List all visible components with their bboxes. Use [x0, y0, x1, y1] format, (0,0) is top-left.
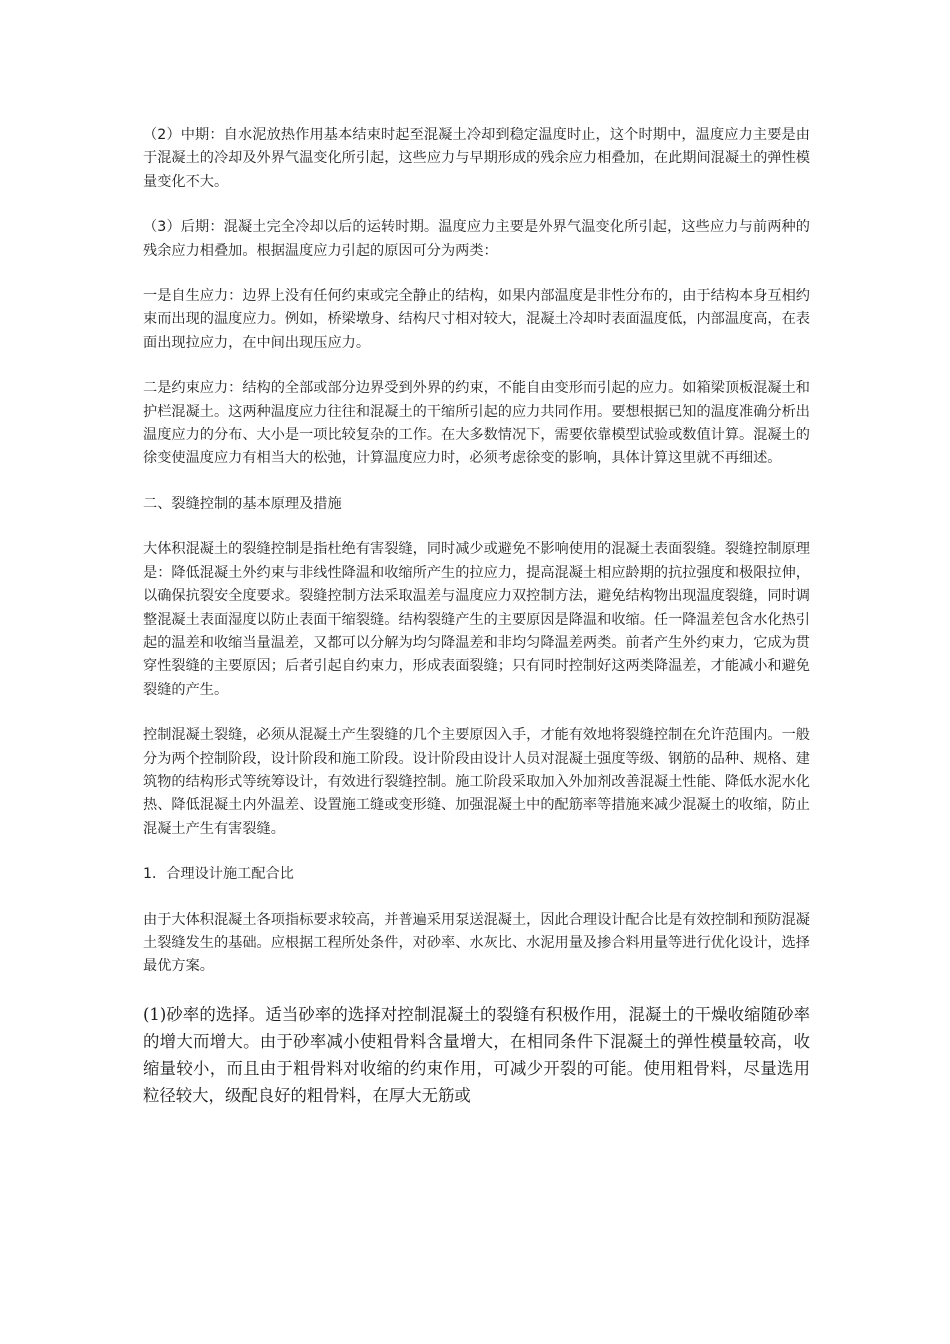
paragraph-sand-ratio: (1)砂率的选择。适当砂率的选择对控制混凝土的裂缝有积极作用，混凝土的干燥收缩随砂率的增大而增大。由于砂率减小使粗骨料含量增大，在相同条件下混凝土的弹性模量较高，收缩量较小，而且由于粗骨料对收缩的约束作用，可减少开裂的可能。使用粗骨料，尽量选用粒径较大，级配良好的粗骨料，在厚大无筋或 [143, 1004, 810, 1105]
paragraph-constraint-stress: 二是约束应力：结构的全部或部分边界受到外界的约束，不能自由变形而引起的应力。如箱梁顶板混凝土和护栏混凝土。这两种温度应力往往和混凝土的干缩所引起的应力共同作用。要想根据已知的温度准确分析出温度应力的分布、大小是一项比较复杂的工作。在大多数情况下，需要依靠模型试验或数值计算。混凝土的徐变使温度应力有相当大的松弛，计算温度应力时，必须考虑徐变的影响，具体计算这里就不再细述。 [143, 380, 810, 467]
paragraph-crack-control-stages: 控制混凝土裂缝，必须从混凝土产生裂缝的几个主要原因入手，才能有效地将裂缝控制在允许范围内。一般分为两个控制阶段，设计阶段和施工阶段。设计阶段由设计人员对混凝土强度等级、钢筋的品种、规格、建筑物的结构形式等统筹设计，有效进行裂缝控制。施工阶段采取加入外加剂改善混凝土性能、降低水泥水化热、降低混凝土内外温差、设置施工缝或变形缝、加强混凝土中的配筋率等措施来减少混凝土的收缩，防止混凝土产生有害裂缝。 [143, 727, 810, 837]
paragraph-crack-control-principle: 大体积混凝土的裂缝控制是指杜绝有害裂缝，同时减少或避免不影响使用的混凝土表面裂缝。裂缝控制原理是：降低混凝土外约束与非线性降温和收缩所产生的拉应力，提高混凝土相应龄期的抗拉强度和极限拉伸，以确保抗裂安全度要求。裂缝控制方法采取温差与温度应力双控制方法，避免结构物出现温度裂缝，同时调整混凝土表面湿度以防止表面干缩裂缝。结构裂缝产生的主要原因是降温和收缩。任一降温差包含水化热引起的温差和收缩当量温差，又都可以分解为均匀降温差和非均匀降温差两类。前者产生外约束力，它成为贯穿性裂缝的主要原因；后者引起自约束力，形成表面裂缝；只有同时控制好这两类降温差，才能减小和避免裂缝的产生。 [143, 541, 810, 698]
paragraph-self-stress: 一是自生应力：边界上没有任何约束或完全静止的结构，如果内部温度是非性分布的，由于结构本身互相约束而出现的温度应力。例如，桥梁墩身、结构尺寸相对较大，混凝土冷却时表面温度低，内部温度高，在表面出现拉应力，在中间出现压应力。 [143, 288, 810, 351]
subheading-mix-design: 1．合理设计施工配合比 [143, 866, 294, 883]
section-heading-crack-control: 二、裂缝控制的基本原理及措施 [143, 495, 342, 512]
paragraph-mix-design: 由于大体积混凝土各项指标要求较高，并普遍采用泵送混凝土，因此合理设计配合比是有效控制和预防混凝土裂缝发生的基础。应根据工程所处条件，对砂率、水灰比、水泥用量及掺合料用量等进行优化设计，选择最优方案。 [143, 911, 810, 975]
document-body [143, 124, 810, 1131]
paragraph-mid-period: （2）中期：自水泥放热作用基本结束时起至混凝土冷却到稳定温度时止，这个时期中，温度应力主要是由于混凝土的冷却及外界气温变化所引起，这些应力与早期形成的残余应力相叠加，在此期间混凝土的弹性模量变化不大。 [143, 127, 810, 190]
paragraph-late-period: （3）后期：混凝土完全冷却以后的运转时期。温度应力主要是外界气温变化所引起，这些应力与前两种的残余应力相叠加。根据温度应力引起的原因可分为两类： [143, 219, 810, 259]
